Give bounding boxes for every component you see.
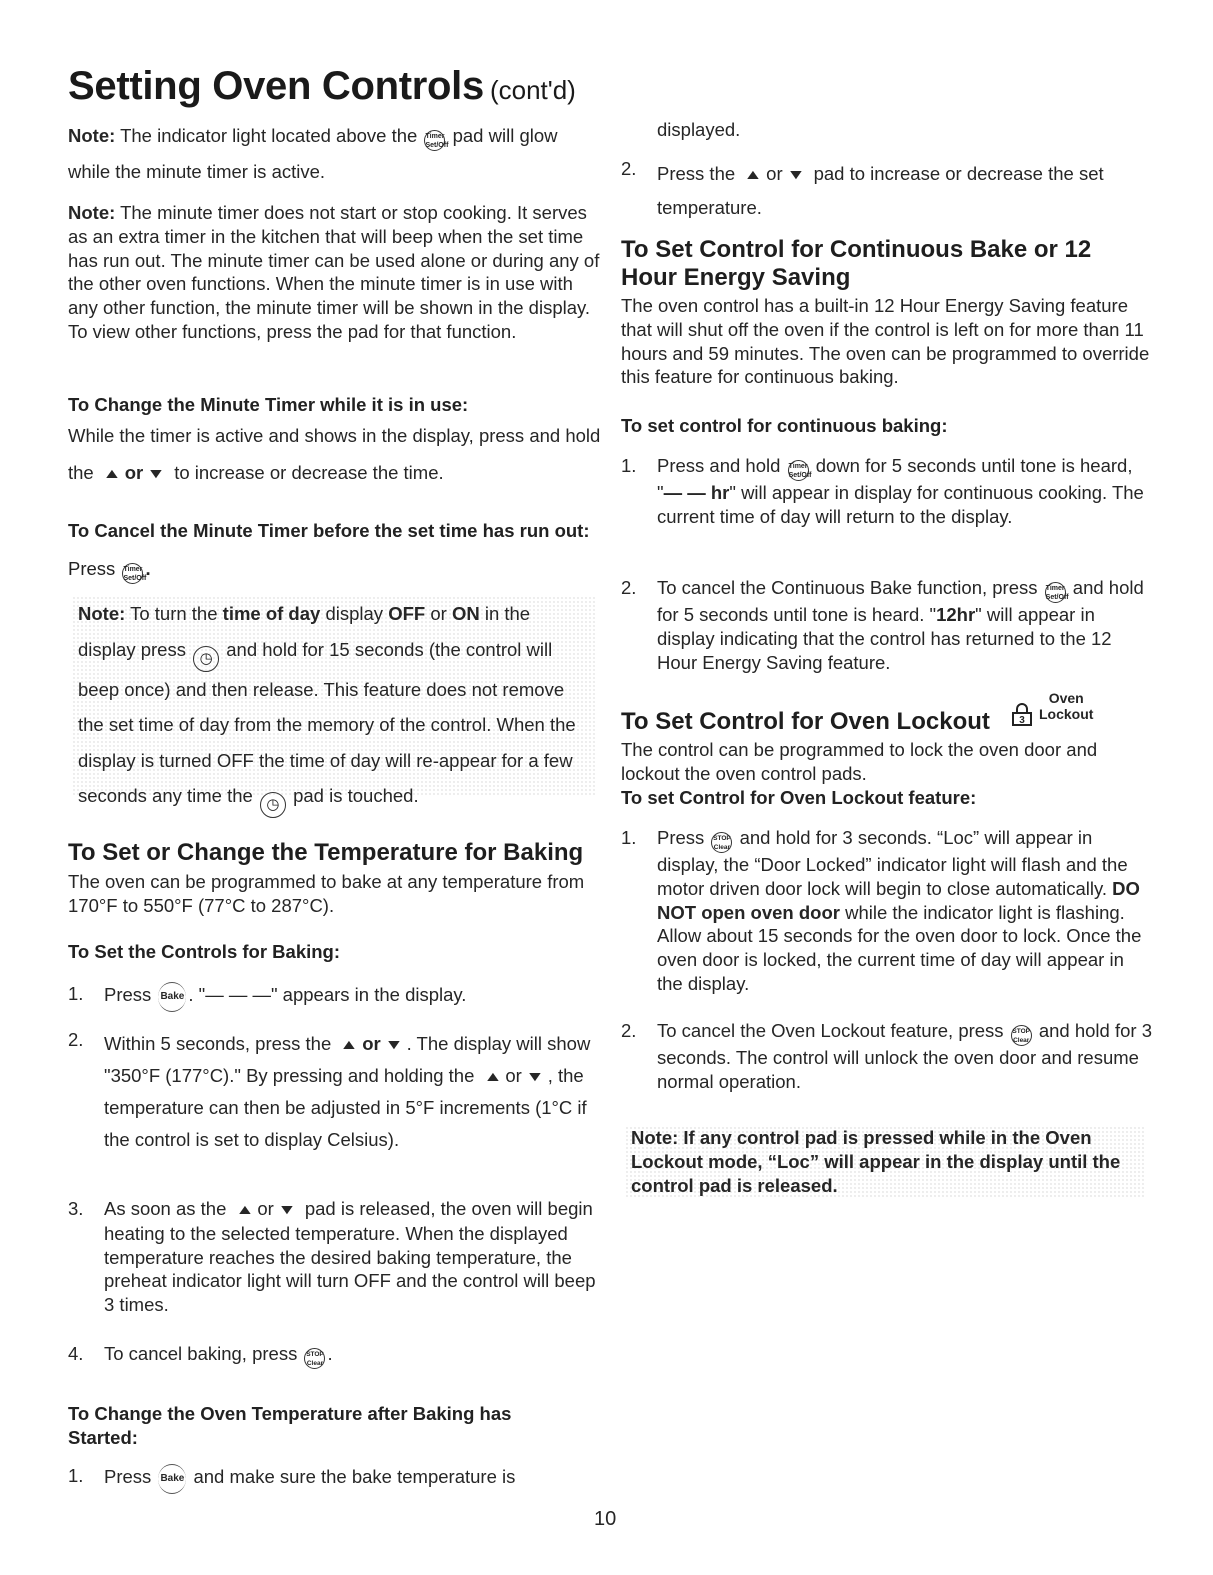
timer-icon: Timer Set/Off — [424, 130, 445, 151]
down-arrow-icon: ▼ — [525, 1068, 545, 1084]
page-title — [68, 64, 576, 109]
displayed-continuation: displayed. — [657, 119, 741, 140]
lockout-intro: The control can be programmed to lock the oven door and lockout the oven control pads. — [621, 739, 1098, 784]
time-of-day-note: Note: To turn the time of day display OFF or ON in the display press ◷ and hold for 15 seconds (the control will beep once) and then release. This feature does not remove the set time of day from the memory of the control. When the display is turned OFF the time of day will re-appear for a few seconds any time the ◷ pad is touched. — [72, 596, 595, 796]
up-arrow-icon: ▲ — [482, 1068, 503, 1084]
stop-clear-icon: STOP Clear — [711, 832, 732, 853]
lockout-note: Note: If any control pad is pressed while in the Oven Lockout mode, “Loc” will appear in the display until the control pad is released. — [625, 1126, 1145, 1198]
clock-icon: ◷ — [260, 792, 286, 818]
bake-key-icon: Bake — [158, 982, 186, 1012]
oven-lockout-badge: 3 Oven Lockout — [1011, 690, 1101, 730]
continuous-intro: The oven control has a built-in 12 Hour Energy Saving feature that will shut off the oven if the control is left on for more than 11 hours and 59 minutes. The oven can be programmed to override this feature for continuous baking. — [621, 295, 1150, 388]
lockout-subheading: To set Control for Oven Lockout feature: — [621, 787, 977, 808]
temperature-intro: The oven can be programmed to bake at any temperature from 170°F to 550°F (77°C to 287°C). — [68, 871, 585, 916]
lockout-heading-row — [621, 690, 1153, 736]
continuous-subheading: To set control for continuous baking: — [621, 415, 948, 436]
lock-icon — [1011, 702, 1033, 726]
page-title-main: Setting Oven Controls — [68, 64, 484, 108]
change-temp-heading: To Change the Oven Temperature after Baking has Started: — [68, 1403, 512, 1448]
stop-clear-icon: STOP Clear — [304, 1348, 325, 1369]
svg-text:3: 3 — [1019, 715, 1025, 726]
up-arrow-icon: ▲ — [339, 1036, 360, 1052]
up-arrow-icon: ▲ — [102, 465, 122, 481]
minute-timer-note: Note: The minute timer does not start or stop cooking. It serves as an extra timer in the kitchen that will beep when the set time has run out. The minute timer can be used alone or during any of the other oven functions. When the minute timer is in use with any other function, the minute timer will be shown in the display. To view other functions, press the pad for that function. — [68, 202, 600, 342]
continuous-bake-heading: To Set Control for Continuous Bake or 12 Hour Energy Saving — [621, 236, 1092, 291]
up-arrow-icon: ▲ — [234, 1201, 255, 1217]
timer-icon: Timer Set/Off — [1045, 582, 1066, 603]
timer-icon: Timer Set/Off — [788, 460, 809, 481]
down-arrow-icon: ▼ — [146, 465, 166, 481]
clock-icon: ◷ — [193, 646, 219, 672]
lockout-heading: To Set Control for Oven Lockout — [621, 708, 990, 735]
timer-icon: Timer Set/Off — [122, 563, 143, 584]
down-arrow-icon: ▼ — [383, 1036, 404, 1052]
temperature-section-heading: To Set or Change the Temperature for Baking — [68, 839, 584, 866]
page-number: 10 — [594, 1508, 617, 1530]
up-arrow-icon: ▲ — [743, 166, 763, 182]
timer-indicator-note: Note: The indicator light located above the Timer Set/Off pad will glow while the minute timer is active. — [68, 125, 558, 182]
down-arrow-icon: ▼ — [277, 1201, 297, 1217]
stop-clear-icon: STOP Clear — [1011, 1025, 1032, 1046]
cancel-timer-heading: To Cancel the Minute Timer before the set time has run out: Press Timer Set/Off. — [68, 520, 590, 582]
change-timer-heading: To Change the Minute Timer while it is in use: — [68, 394, 469, 415]
set-baking-heading: To Set the Controls for Baking: — [68, 941, 341, 962]
page-title-sub: (cont'd) — [489, 75, 576, 105]
down-arrow-icon: ▼ — [785, 166, 806, 182]
manual-page: Setting Oven Controls (cont'd) Note: The indicator light located above the Timer Set/Off pad will glow while the minute timer is active. Note: The minute timer does not start or stop cooking. It serves as an extra timer in the kitchen that will beep when the set time has run out. The minute timer can be used alone or during any of the other oven functions. When the minute timer is in use with any other function, the minute timer will be shown in the display. To view other functions, press the pad for that function. To Change the Minute Timer while it is in use: While the timer is active and shows in the display, press and hold the ▲ or ▼ to increase or decrease the time. To Cancel the Minute Timer before the set time has run out: Press Timer Set/Off. Note: To turn the time of day display OFF or ON in the display press ◷ and hold for 15 seconds (the control will beep once) and then release. This feature does not remove the set time of day from the memory of the control. When the display is turned OFF the time of day will re-appear for a few seconds any time the ◷ pad is touched. To Set or Change the Temperature for Baking The oven can be programmed to bake at any temperature from 170°F to 550°F (77°C to 287°C). To Set the Controls for Baking: 1. Press Bake . "— — —" appears in the display. 2. Within 5 seconds, press the ▲ or ▼ . The display will show "350°F (177°C)." By pressing and holding the ▲ or ▼ , the temperature can then be adjusted in 5°F increments (1°C if the control is set to display Celsius). 3. As soon as the ▲ or ▼ pad is released, the oven will begin heating to the selected temperature. When the displayed temperature reaches the desired baking temperature, the preheat indicator light will turn OFF and the control will beep 3 times. 4. To cancel baking, press STOP Clear . To Change the Oven Temperature after Baking has Started: 1. Press Bake and make sure the bake temperature is displayed. 2. Press the ▲ or ▼ pad to increase or decrease the set temperature. To Set Control for Continuous Bake or 12 Hour Energy Saving The oven control has a built-in 12 Hour Energy Saving feature that will shut off the oven if the control is left on for more than 11 hours and 59 minutes. The oven can be programmed to override this feature for continuous baking. To set control for continuous baking: 1. Press and hold Timer Set/Off down for 5 seconds until tone is heard, "— — hr" will appear in display for continuous cooking. The current time of day will return to the display. 2. To cancel the Continuous Bake function, press Timer Set/Off and hold for 5 seconds until tone is heard. "12hr" will appear in display indicating that the control has returned to the 12 Hour Energy Saving feature. To Set Control for Oven Lockout 3 Oven Lockout The control can be programmed to lock the oven door and lockout the oven control pads. To set Control for Oven Lockout feature: 1. Press STOP Clear and hold for 3 seconds. “Loc” will appear in display, the “Door Locked” indicator light will flash and the motor driven door lock will begin to close automatically. DO NOT open oven door while the indicator light is flashing. Allow about 15 seconds for the oven door to lock. Once the oven door is locked, the current time of day will appear in the display. 2. To cancel the Oven Lockout feature, press STOP Clear and hold for 3 seconds. The control will unlock the oven door and resume normal operation. Note: If any control pad is pressed while in the Oven Lockout mode, “Loc” will appear in the display until the control pad is released. 10 — [68, 64, 1152, 1530]
bake-key-icon: Bake — [158, 1464, 186, 1494]
change-timer-text: While the timer is active and shows in the display, press and hold the ▲ or ▼ to increase or decrease the time. — [68, 417, 603, 492]
